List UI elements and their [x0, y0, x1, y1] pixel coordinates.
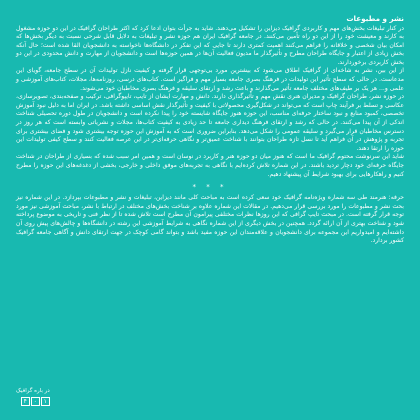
- footer-label: در باره گرافیک: [16, 388, 50, 394]
- paragraph-3: در حوزه نشر، طراحان گرافیک و مدیران هنری نقش مهم و تأثیرگذاری دارند. دانش و مهارت ایشان از تایپ، تایپوگرافی، ترکیب و صفحه‌بندی، تصویرسازی، عکاسی و تسلط بر فرآیند چاپ است که می‌تواند در شکل‌گیری محصولاتی با کیفیت و تأثیرگذار نقش اساسی داشته باشد. در ایران اما به دلیل نبود آموزش تخصصی، کمبود منابع و نبود ساختار حرفه‌ای مناسب، این حوزه هنوز جایگاه شایسته خود را پیدا نکرده است و دانشجویان در طول دوره تحصیلی شناخت اندکی از آن پیدا می‌کنند. در حالی که رشد و ارتقای فرهنگ دیداری جامعه تا حد زیادی به کیفیت کتاب‌ها، مجلات و نشریاتی وابسته است که هر روز در دسترس مخاطبان قرار می‌گیرد و سلیقه عمومی را شکل می‌دهد. بنابراین ضروری است که به آموزش این حوزه توجه بیشتری شود و فضای بیشتری برای تجربه و پژوهش در آن فراهم آید تا نسل تازه طراحان بتوانند با شناخت عمیق‌تر و نگاهی حرفه‌ای‌تر در این عرصه فعالیت کنند و سطح کیفی تولیدات این حوزه را ارتقا دهند.: [16, 93, 404, 152]
- page-footer: [16, 388, 50, 406]
- paragraph-2: از این بین، نشر به شاخه‌ای از گرافیک اطلاق می‌شود که بیشترین مورد بی‌توجهی قرار گرفته و کیفیت نازل تولیدات آن در سطح جامعه، گویای این مدعاست. در حالی که سطح تأثیر این تولیدات در فرهنگ بصری جامعه بسیار مهم و فراگیر است. کتاب‌های درسی، روزنامه‌ها، مجلات، کتاب‌های آموزشی و علمی و... هر یک بر طیف‌های مختلف جامعه تأثیر می‌گذارند و باعث رشد و ارتقای سلیقه و فرهنگ بصری مخاطبان خود می‌شوند.: [16, 67, 404, 92]
- paragraph-5: حرفه: هنرمند طی سه شماره ویژه‌نامه گرافیک خود سعی کرده است به مباحث کلی مانند دیزاین، تبلیغات و نشر و مطبوعات بپردازد. در این شماره نیز بحث نشر و مطبوعات را مورد بررسی قرار می‌دهیم. در مقالات این شماره علاوه بر شناخت بخش‌های مختلف در ارتباط با نشر، مباحث آموزشی نیز مورد توجه قرار گرفته است. در مبحث تایپ گرافی که این روزها نظرات مختلفی پیرامون آن مطرح است تلاش شده تا از نظر فنی و تاریخی به موضوع پرداخته شود و شناخت بهتری از آن ارائه گردد. همچنین در بخش دیگری از این شماره نگاهی به شرایط آموزشی این رشته در دانشگاه‌ها و چالش‌های پیش روی آن داشته‌ایم و امیدواریم این مجموعه برای دانشجویان و علاقه‌مندان این حوزه مفید باشد و بتواند گامی کوچک در جهت ارتقای دانش و آگاهی جامعه گرافیک کشور بردارد.: [16, 194, 404, 245]
- page-number: [21, 397, 50, 406]
- section-title: نشر و مطبوعات: [346, 14, 404, 23]
- page-digit-2: ۰: [31, 397, 40, 406]
- paragraph-1: در کنار تبلیغات بخش‌های مهم و کاربردی گرافیک دیزاین را تشکیل می‌دهند. شاید به جرأت بتوان ادعا کرد که اکثر طراحان گرافیک در این دو حوزه مشغول به کارند و معیشت خود را از این دو راه تأمین می‌کنند. در جامعه گرافیک ایران هم حوزه نشر و تبلیغات به دلایل قابل شرحی نسبت به دیگر بخش‌ها که امکان بیان شخصی و خلاقانه را فراهم می‌کنند اهمیت کمتری دارند تا جایی که این تفکر در دانشگاه‌ها ناخواسته به دانشجویان القا شده است؛ حال آنکه بخش زیادی از اعتبار و جایگاه طراحان مطرح و تأثیرگذار ما مدیون فعالیت آن‌ها در همین حوزه‌ها است و دانشجویان از مهارت و دانش محدودی در این دو بخش کاربردی برخوردارند.: [16, 24, 404, 66]
- paragraph-4: شاید این سرنوشت محتوم گرافیک ما است که هنوز میان دو حوزه هنر و کاربرد در نوسان است و همین امر سبب شده که بسیاری از طراحان در شناخت جایگاه حرفه‌ای خود دچار تردید باشند. در این شماره تلاش کرده‌ایم با نگاهی به تجربه‌های موفق داخلی و خارجی، بخشی از دغدغه‌های این حوزه را مطرح کنیم و راهکارهایی برای بهبود شرایط آن پیشنهاد دهیم.: [16, 153, 404, 178]
- page-digit-3: ۱: [41, 397, 50, 406]
- page-digit-1: ۴: [21, 397, 30, 406]
- section-separator: * * *: [192, 183, 228, 192]
